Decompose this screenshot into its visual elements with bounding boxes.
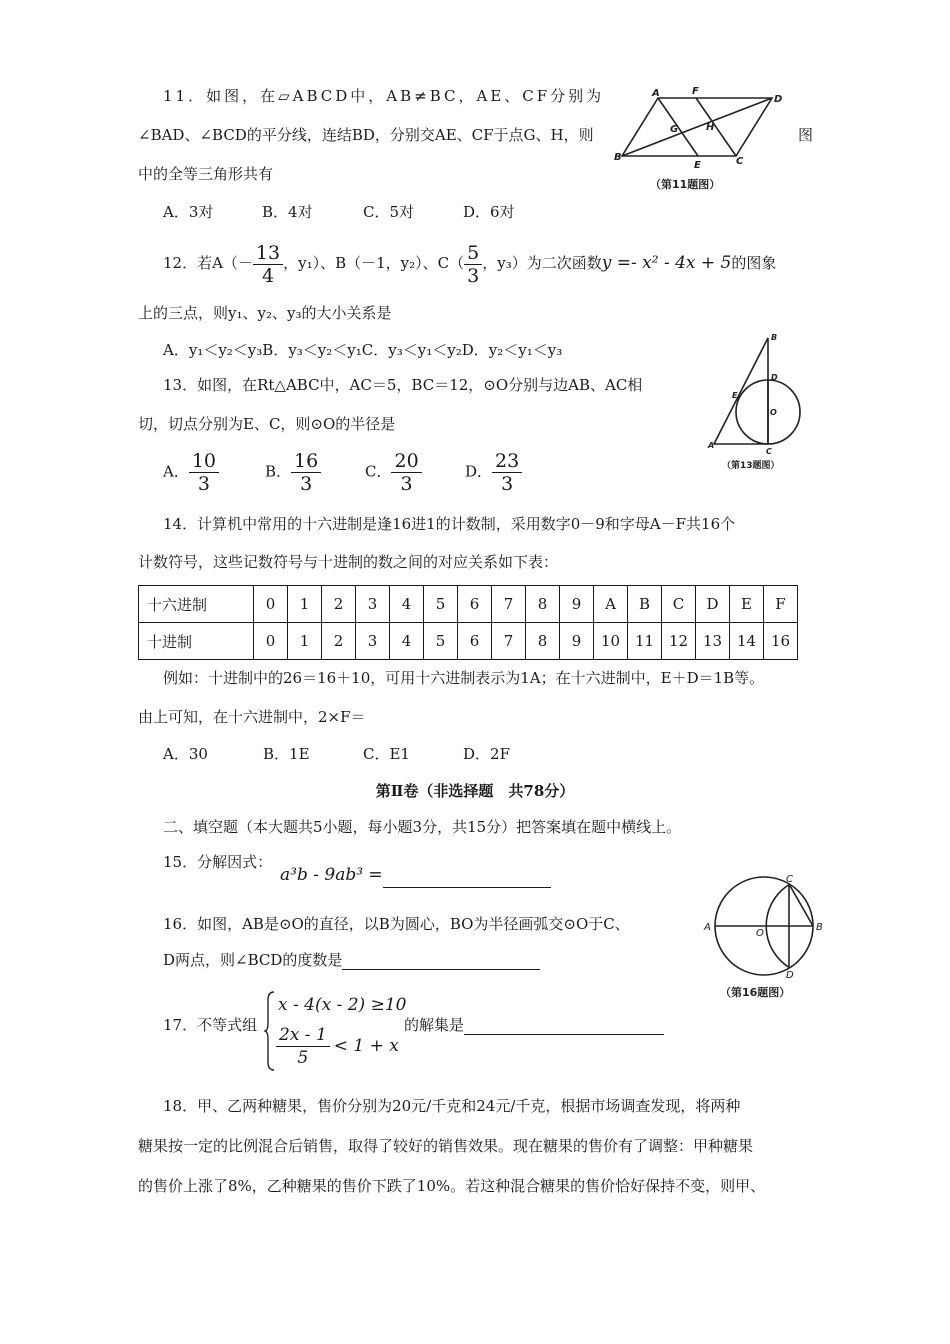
- q14-line1: 14．计算机中常用的十六进制是逢16进1的计数制，采用数字0－9和字母A－F共16个: [163, 515, 736, 533]
- label-o: O: [770, 408, 777, 417]
- q12-frac2: $\frac{5}{3}$: [464, 242, 482, 287]
- section-2-instructions: 二、填空题（本大题共5小题，每小题3分，共15分）把答案填在题中横线上。: [163, 818, 682, 836]
- q13-line1: 13．如图，在Rt△ABC中，AC＝5，BC＝12，⊙O分别与边AB、AC相: [163, 376, 643, 394]
- label-e: E: [694, 160, 701, 171]
- figure-11-parallelogram: [612, 84, 792, 196]
- table-cell: 2: [322, 586, 356, 623]
- q13-option-a: A． $\frac{10}{3}$: [163, 450, 219, 495]
- q12-line2: 上的三点，则y₁、y₂、y₃的大小关系是: [138, 304, 392, 322]
- table-cell: 13: [696, 623, 730, 660]
- segment-cf: [696, 98, 736, 156]
- q11-line3: 中的全等三角形共有: [138, 165, 274, 183]
- q17-suffix: 的解集是: [404, 1015, 664, 1035]
- table-cell: 10: [594, 623, 628, 660]
- table-cell: 4: [390, 623, 424, 660]
- table-cell: 8: [526, 586, 560, 623]
- label-b: B: [614, 152, 622, 163]
- table-cell: 6: [458, 586, 492, 623]
- q13-option-b: B． $\frac{16}{3}$: [265, 450, 321, 495]
- q14-example: 例如：十进制中的26＝16＋10，可用十六进制表示为1A；在十六进制中，E＋D＝1B等。: [163, 669, 765, 687]
- table-cell: 0: [254, 623, 288, 660]
- table-cell: 9: [560, 586, 594, 623]
- q13-line2: 切，切点分别为E、C，则⊙O的半径是: [138, 415, 396, 433]
- q15-blank[interactable]: [383, 869, 551, 888]
- q15-label: 15．分解因式：: [163, 853, 273, 871]
- label-d: D: [786, 970, 794, 981]
- label-c: C: [766, 447, 772, 456]
- label-b: B: [816, 922, 823, 933]
- q14-option-c: C．E1: [363, 745, 410, 763]
- table-cell: C: [662, 586, 696, 623]
- label-a: A: [704, 922, 711, 933]
- q18-line3: 的售价上涨了8%，乙种糖果的售价下跌了10%。若这种混合糖果的售价恰好保持不变，则甲、: [138, 1177, 766, 1195]
- hex-table: [138, 585, 798, 660]
- label-c: C: [736, 156, 744, 167]
- q14-line2: 计数符号，这些记数符号与十进制的数之间的对应关系如下表：: [138, 553, 559, 571]
- table-cell: F: [764, 586, 798, 623]
- q13-option-c: C． $\frac{20}{3}$: [365, 450, 422, 495]
- table-cell: 12: [662, 623, 696, 660]
- table-cell: 1: [288, 586, 322, 623]
- q12-frac1: $\frac{13}{4}$: [253, 242, 283, 287]
- label-o: O: [756, 928, 764, 939]
- diagonal-bd: [622, 98, 772, 156]
- q18-line2: 糖果按一定的比例混合后销售，取得了较好的销售效果。现在糖果的售价有了调整：甲种糖果: [138, 1137, 754, 1155]
- label-b: B: [771, 333, 778, 342]
- q13-option-d: D． $\frac{23}{3}$: [465, 450, 522, 495]
- label-a: A: [708, 441, 715, 450]
- label-e: E: [732, 391, 738, 400]
- label-h: H: [706, 122, 715, 133]
- q17-brace: [264, 990, 276, 1072]
- figure-16-circles: [700, 870, 830, 1002]
- table-header-hex: 十六进制: [139, 586, 254, 623]
- label-g: G: [670, 124, 679, 135]
- q12-options: A．y₁＜y₂＜y₃B．y₃＜y₂＜y₁C．y₃＜y₁＜y₂D．y₂＜y₁＜y₃: [163, 341, 563, 359]
- q14-line4: 由上可知，在十六进制中，2×F＝: [138, 708, 366, 726]
- table-cell: 8: [526, 623, 560, 660]
- figure-16-caption: （第16题图）: [720, 986, 791, 999]
- q11-option-c: C．5对: [363, 203, 415, 221]
- segment-cb: [789, 884, 813, 926]
- table-cell: 7: [492, 586, 526, 623]
- table-cell: 2: [322, 623, 356, 660]
- table-cell: 5: [424, 623, 458, 660]
- figure-13-caption: （第13题图）: [722, 461, 780, 471]
- q17-inequality-2: $\frac{2x - 1}{5}$ < 1 + x: [276, 1024, 399, 1069]
- q17-label: 17．不等式组: [163, 1016, 258, 1034]
- label-c: C: [786, 874, 793, 885]
- q17-inequality-1: x - 4(x - 2) ≥10: [278, 995, 407, 1015]
- table-cell: 7: [492, 623, 526, 660]
- table-cell: 11: [628, 623, 662, 660]
- table-cell: 1: [288, 623, 322, 660]
- table-cell: 14: [730, 623, 764, 660]
- table-cell: 5: [424, 586, 458, 623]
- q11-line2: ∠BAD、∠BCD的平分线，连结BD，分别交AE、CF于点G、H，则: [138, 126, 594, 144]
- label-d: D: [771, 373, 778, 382]
- q12-function: y =- x² - 4x + 5: [601, 253, 732, 273]
- q18-line1: 18．甲、乙两种糖果，售价分别为20元/千克和24元/千克，根据市场调查发现，将两种: [163, 1097, 741, 1115]
- table-cell: 4: [390, 586, 424, 623]
- q12-line1: 12．若A（－ $\frac{13}{4}$ ，y₁）、B（－1，y₂）、C（ $\frac{5}{3}$ ，y₃）为二次函数y =- x² - 4x + 5的图象: [163, 241, 777, 287]
- q16-line1: 16．如图，AB是⊙O的直径，以B为圆心，BO为半径画弧交⊙O于C、: [163, 915, 630, 933]
- table-cell: 16: [764, 623, 798, 660]
- table-cell: 3: [356, 586, 390, 623]
- q11-line2-end: 图: [798, 126, 814, 144]
- table-header-dec: 十进制: [139, 623, 254, 660]
- q11-option-b: B．4对: [262, 203, 313, 221]
- table-cell: 6: [458, 623, 492, 660]
- table-cell: B: [628, 586, 662, 623]
- q14-option-d: D．2F: [463, 745, 510, 763]
- q14-option-a: A．30: [163, 745, 208, 763]
- table-cell: 3: [356, 623, 390, 660]
- table-cell: A: [594, 586, 628, 623]
- q17-blank[interactable]: [464, 1016, 664, 1035]
- label-d: D: [774, 94, 783, 105]
- table-cell: D: [696, 586, 730, 623]
- table-cell: 0: [254, 586, 288, 623]
- table-row-dec: [139, 623, 798, 660]
- figure-11-caption: （第11题图）: [650, 178, 721, 191]
- q16-blank[interactable]: [342, 951, 540, 970]
- table-cell: 9: [560, 623, 594, 660]
- q15-answer-line: [280, 862, 551, 888]
- table-row-hex: [139, 586, 798, 623]
- q15-expression: a³b - 9ab³ =: [280, 865, 383, 885]
- q16-line2: D两点，则∠BCD的度数是: [163, 950, 540, 970]
- label-f: F: [692, 86, 699, 97]
- q11-line1: 11．如图，在▱ABCD中，AB≠BC，AE、CF分别为: [163, 87, 605, 105]
- table-cell: E: [730, 586, 764, 623]
- q14-option-b: B．1E: [263, 745, 310, 763]
- section-2-title: 第Ⅱ卷（非选择题 共78分）: [375, 782, 575, 800]
- label-a: A: [652, 88, 660, 99]
- figure-13-triangle: [700, 330, 810, 475]
- q11-option-d: D．6对: [463, 203, 515, 221]
- q11-option-a: A．3对: [163, 203, 214, 221]
